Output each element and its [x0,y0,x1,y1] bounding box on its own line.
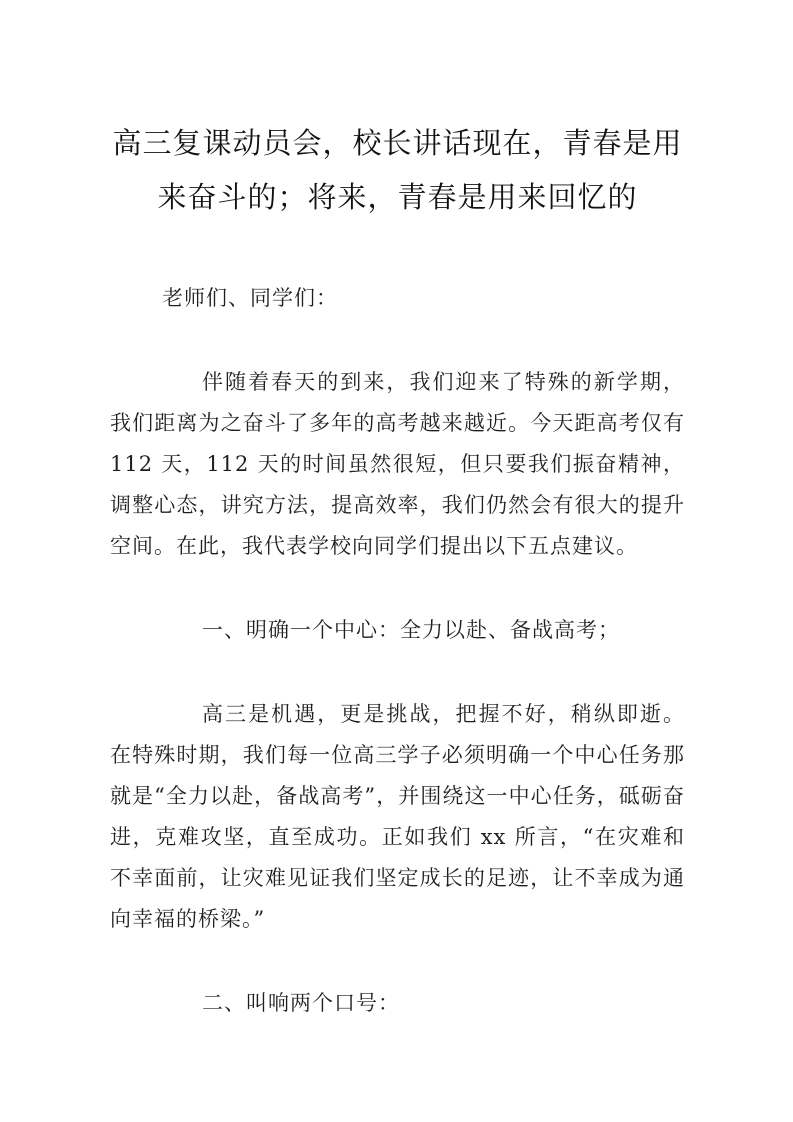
paragraph-section-1: 高三是机遇，更是挑战，把握不好，稍纵即逝。在特殊时期，我们每一位高三学子必须明确一个中心任务那就是“全力以赴，备战高考”，并围绕这一中心任务，砥砺奋进，克难攻坚，直至成功。正如我们 xx 所言，“在灾难和不幸面前，让灾难见证我们坚定成长的足迹，让不幸成为通向幸福的桥梁。” [110,702,685,931]
paragraph-intro: 伴随着春天的到来，我们迎来了特殊的新学期，我们距离为之奋斗了多年的高考越来越近。今天距高考仅有 112 天，112 天的时间虽然很短，但只要我们振奋精神，调整心态，讲究方法，提高效率，我们仍然会有很大的提升空间。在此，我代表学校向同学们提出以下五点建议。 [110,370,685,558]
section-heading-2: 二、叫响两个口号： [202,991,400,1015]
section-heading-1: 一、明确一个中心：全力以赴、备战高考； [202,618,620,642]
salutation: 老师们、同学们： [162,286,338,310]
document-title: 高三复课动员会，校长讲话现在，青春是用来奋斗的；将来，青春是用来回忆的 [112,126,683,214]
